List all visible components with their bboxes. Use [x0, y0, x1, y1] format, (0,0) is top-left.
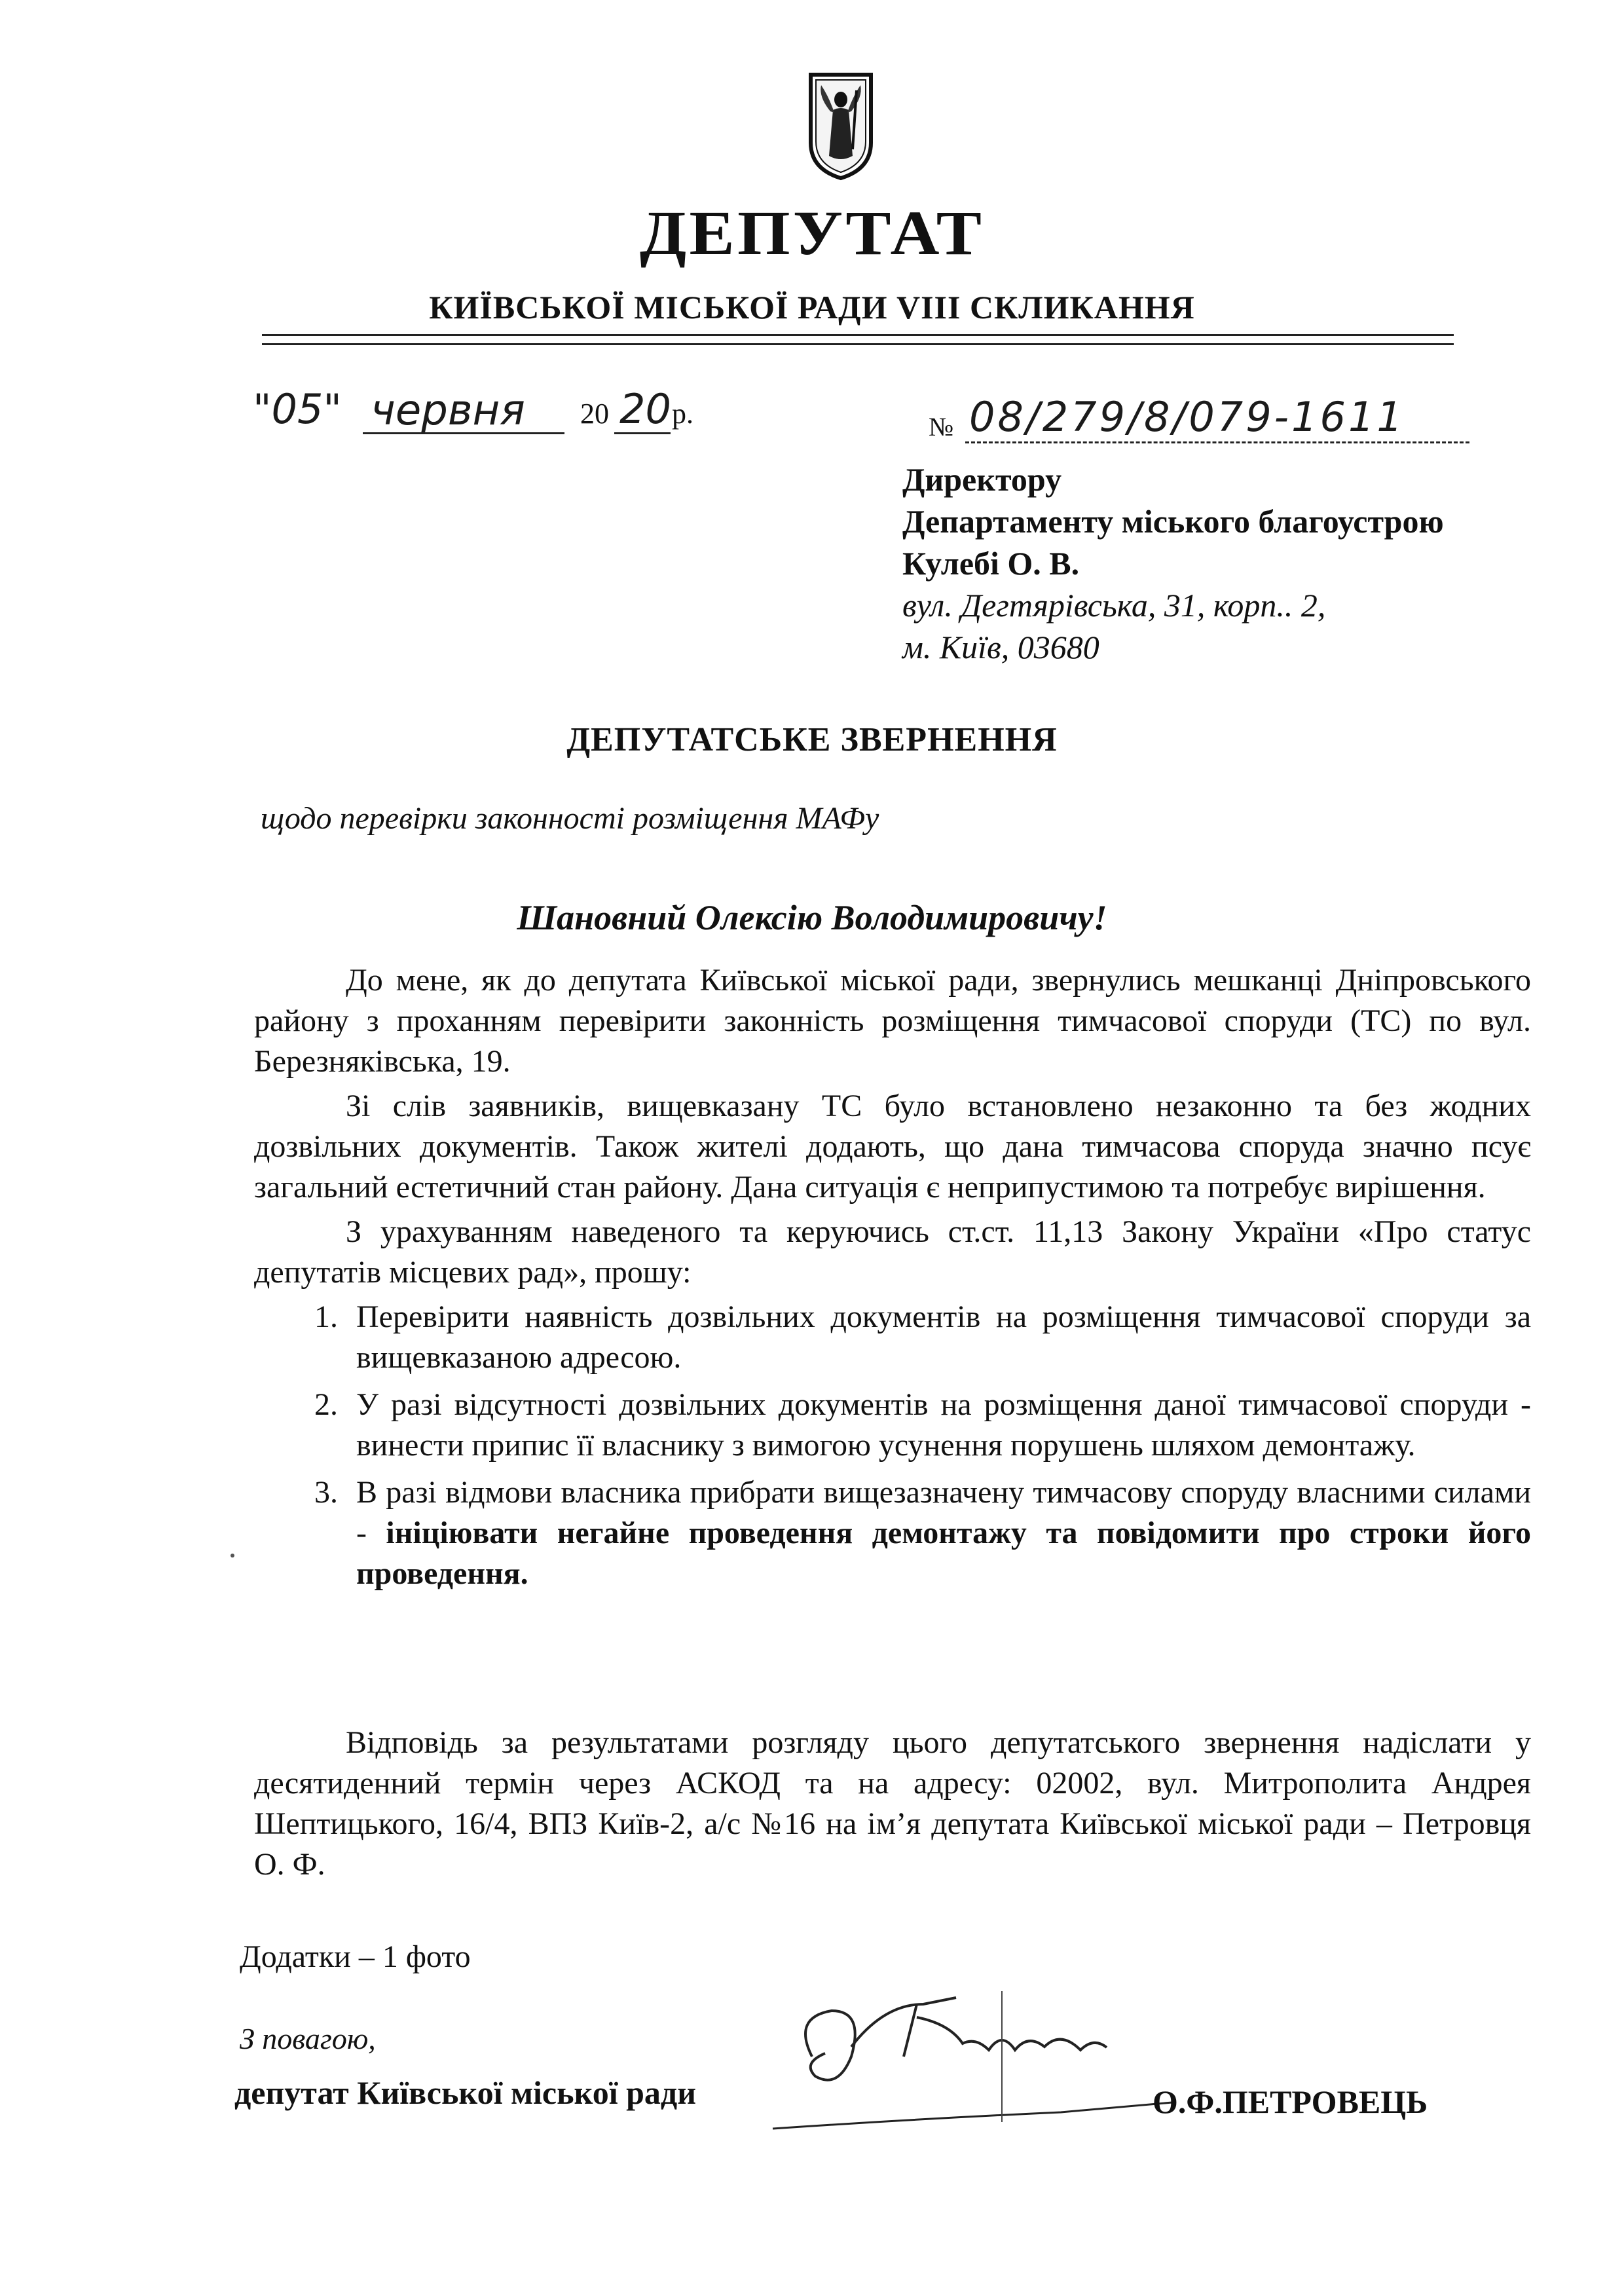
recipient-line-3: Кулебі О. В.: [902, 545, 1080, 582]
document-body: [254, 960, 1531, 1601]
salutation: Шановний Олексію Володимировичу!: [517, 898, 1107, 937]
date-month: червня: [371, 386, 525, 435]
body-paragraph-3: З урахуванням наведеного та керуючись ст.ст. 11,13 Закону України «Про статус депутатів місцевих рад», прошу:: [254, 1214, 1531, 1290]
date-day: "05": [253, 385, 342, 433]
recipient-line-1: Директору: [902, 461, 1062, 498]
handwritten-signature: [753, 1978, 1172, 2148]
request-item-3: [346, 1472, 1531, 1594]
regards-text: З повагою,: [240, 2022, 376, 2055]
document-title: ДЕПУТАТСЬКЕ ЗВЕРНЕННЯ: [566, 721, 1058, 758]
reply-block: [254, 1723, 1531, 1885]
body-paragraph-2: Зі слів заявників, вищевказану ТС було встановлено незаконно та без жодних дозвільних документів. Також жителі додають, що дана тимчасова споруда значно псує загальний естетичний стан району. Дана ситуація є неприпустимою та потребує вирішення.: [254, 1089, 1531, 1204]
document-number: [929, 393, 1479, 452]
date-year-mark: р.: [672, 398, 693, 430]
request-item-3-bold: ініціювати негайне проведення демонтажу та повідомити про строки його проведення.: [356, 1516, 1531, 1591]
recipient-block: [902, 458, 1444, 668]
request-list: [254, 1297, 1531, 1594]
document-subject: щодо перевірки законності розміщення МАФу: [261, 801, 879, 836]
request-item-3-text: В разі відмови власника прибрати вищезазначену тимчасову споруду власними силами -: [356, 1475, 1531, 1550]
recipient-address-1: вул. Дегтярівська, 31, корп.. 2,: [902, 587, 1326, 624]
request-item-1: 1. Перевірити наявність дозвільних документів на розміщення тимчасової споруди за вищевказаною адресою.: [346, 1297, 1531, 1378]
header-divider-bottom: [262, 343, 1454, 345]
date-year-prefix: 20: [580, 398, 609, 430]
body-paragraph-1: До мене, як до депутата Київської міської ради, звернулись мешканці Дніпровського району з проханням перевірити законність розміщення тимчасової споруди (ТС) по вул. Березняківська, 19.: [254, 963, 1531, 1079]
signer-name: О.Ф.ПЕТРОВЕЦЬ: [1153, 2083, 1428, 2120]
number-value: 08/279/8/079-1611: [969, 393, 1405, 441]
kyiv-coat-of-arms-icon: [807, 71, 875, 181]
document-date: [253, 385, 816, 444]
number-prefix: №: [929, 412, 954, 441]
header-subtitle: КИЇВСЬКОЇ МІСЬКОЇ РАДИ VIII СКЛИКАННЯ: [429, 289, 1195, 326]
scan-dot: [231, 1554, 234, 1558]
signer-position: депутат Київської міської ради: [234, 2074, 697, 2111]
reply-paragraph: Відповідь за результатами розгляду цього депутатського звернення надіслати у десятиденний термін через АСКОД та на адресу: 02002, вул. Митрополита Андрея Шептицького, 16/4, ВПЗ Київ-2, а/с №16 на ім’я депутата Київської міської ради – Петровця О. Ф.: [254, 1725, 1531, 1882]
header-divider-top: [262, 334, 1454, 336]
request-item-2: 2. У разі відсутності дозвільних документів на розміщення даної тимчасової споруди - винести припис її власнику з вимогою усунення порушень шляхом демонтажу.: [346, 1385, 1531, 1466]
recipient-line-2: Департаменту міського благоустрою: [902, 503, 1444, 540]
header-title: ДЕПУТАТ: [639, 198, 985, 268]
attachments-note: Додатки – 1 фото: [240, 1939, 471, 1974]
date-year-suffix: 20: [619, 385, 671, 433]
recipient-address-2: м. Київ, 03680: [902, 629, 1099, 665]
